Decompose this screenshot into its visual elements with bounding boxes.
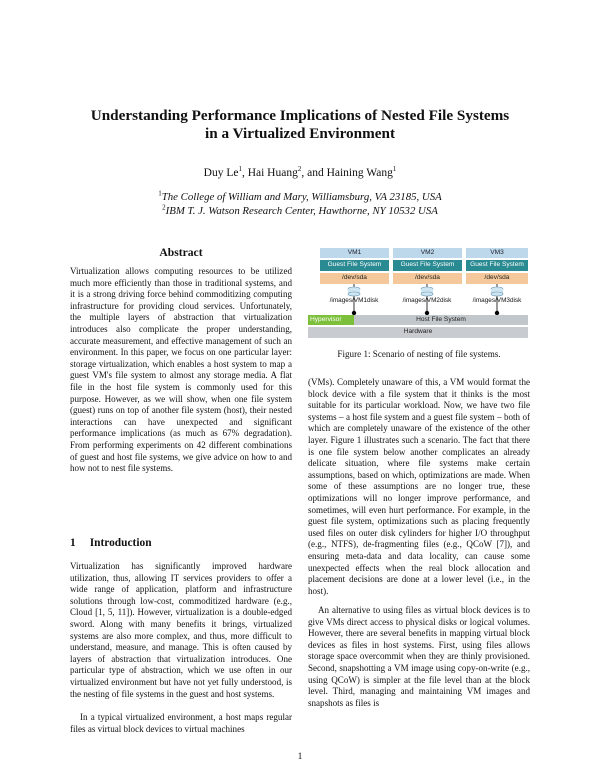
vm2-header: VM2: [393, 248, 462, 258]
author-3: Haining Wang: [326, 167, 393, 179]
section-heading-introduction: [70, 537, 152, 549]
vm3-device: /dev/sda: [466, 273, 528, 284]
author-3-sup: 1: [392, 165, 397, 174]
affiliation-1-sup: 1: [158, 189, 162, 198]
hypervisor-bar: Hypervisor: [308, 315, 354, 325]
author-1-sup: 1: [238, 165, 242, 174]
abstract-body: Virtualization allows computing resources to be utilized much more efficiently than those in traditional systems, and it is a strong driving force behind commoditizing computing infrastructure for providing cloud services. Unfortunately, the multiple layers of abstraction that virtualization introduces also complicate the proper understanding, accurate measurement, and effective management of such an environment. In this paper, we focus on one particular layer: storage virtualization, which enables a host system to map a guest VM's file system to almost any storage media. A flat file in the host file system is commonly used for this purpose. However, as we will show, when one file system (guest) runs on top of another file system (host), their nested interactions can have unexpected and significant performance implications (as much as 67% degradation). From performing experiments on 42 different combinations of guest and host file systems, we give advice on how to and how not to nest file systems.: [70, 266, 292, 474]
intro-paragraph-1: Virtualization has significantly improved hardware utilization, thus, allowing IT services providers to offer a wide range of application, platform and infrastructure solutions through low-cost, commoditized hardware (e.g., Cloud [1, 5, 11]). However, virtualization is a double-edged sword. Along with many benefits it brings, virtualized systems are also more complex, and thus, more difficult to understand, measure, and manage. This is often caused by layers of abstraction that virtualization introduces. One particular type of abstraction, which we use often in our virtualized environment but have not yet fully understood, is the nesting of file systems in the guest and host systems.: [70, 561, 292, 699]
affiliation-1-text: The College of William and Mary, Williamsburg, VA 23185, USA: [161, 191, 442, 203]
affiliation-2-sup: 2: [162, 203, 166, 212]
affiliation-1: [0, 191, 600, 203]
paper-title: [0, 107, 600, 143]
section-title: Introduction: [89, 537, 152, 549]
vm1-guest-fs: Guest File System: [320, 260, 389, 271]
figure-1-caption: Figure 1: Scenario of nesting of file systems.: [337, 349, 501, 359]
author-2: Hai Huang: [247, 167, 298, 179]
right-column-paragraph-1: (VMs). Completely unaware of this, a VM would format the block device with a file system that it thinks is the most suitable for its particular workload. Now, we have two file systems – a host file system and a guest file system – both of which are completely unaware of the existence of the other layer. Figure 1 illustrates such a scenario. The fact that there is one file system below another complicates an already delicate situation, where file systems make certain assumptions, based on which, optimizations are made. When some of these assumptions are no longer true, these optimizations will no longer improve performance, and sometimes, will even hurt performance. For example, in the guest file system, optimizations such as placing frequently used files on outer disk cylinders for higher I/O throughput (e.g., NTFS), de-fragmenting files (e.g., QCoW [7]), and ensuring meta-data and data locality, can cause some unexpected effects when the real block allocation and placement decisions are done at a lower level (i.e., in the host).: [308, 377, 530, 596]
vm3-image-path: /images/VM3disk: [472, 297, 522, 304]
disk-icon: [348, 287, 360, 296]
disk-icon: [421, 287, 433, 296]
disk-icon: [491, 287, 503, 296]
title-line-1: Understanding Performance Implications of Nested File Systems: [90, 107, 510, 124]
vm2-guest-fs: Guest File System: [393, 260, 462, 271]
affiliation-2: [0, 205, 600, 217]
title-line-2: in a Virtualized Environment: [205, 125, 395, 142]
hardware-bar: Hardware: [308, 327, 528, 338]
figure-1-diagram: [308, 246, 530, 344]
section-number: 1: [70, 537, 76, 549]
author-2-sup: 2: [297, 165, 302, 174]
right-column-paragraph-2: An alternative to using files as virtual block devices is to give VMs direct access to physical disks or logical volumes. However, there are several benefits in mapping virtual block devices as files in host systems. First, using files allows storage space overcommit when they are thinly provisioned. Second, snapshotting a VM image using copy-on-write (e.g., using QCoW) is simpler at the file level than at the block level. Third, managing and maintaining VM images and snapshots as files is: [308, 605, 530, 708]
vm3-guest-fs: Guest File System: [466, 260, 528, 271]
affiliation-2-text: IBM T. J. Watson Research Center, Hawthorne, NY 10532 USA: [165, 205, 438, 217]
vm3-header: VM3: [466, 248, 528, 258]
host-fs-bar: Host File System: [354, 315, 528, 325]
author-sep-2: , and: [301, 167, 327, 179]
vm1-device: /dev/sda: [320, 273, 389, 284]
vm1-image-path: /images/VM1disk: [329, 297, 379, 304]
vm2-image-path: /images/VM2disk: [402, 297, 452, 304]
abstract-heading: Abstract: [159, 246, 203, 259]
author-1: Duy Le: [203, 167, 239, 179]
intro-paragraph-2: In a typical virtualized environment, a host maps regular files as virtual block devices to virtual machines: [70, 712, 292, 734]
authors: [0, 167, 600, 179]
page-number: 1: [297, 752, 303, 762]
vm2-device: /dev/sda: [393, 273, 462, 284]
author-sep-1: ,: [241, 167, 248, 179]
vm1-header: VM1: [320, 248, 389, 258]
